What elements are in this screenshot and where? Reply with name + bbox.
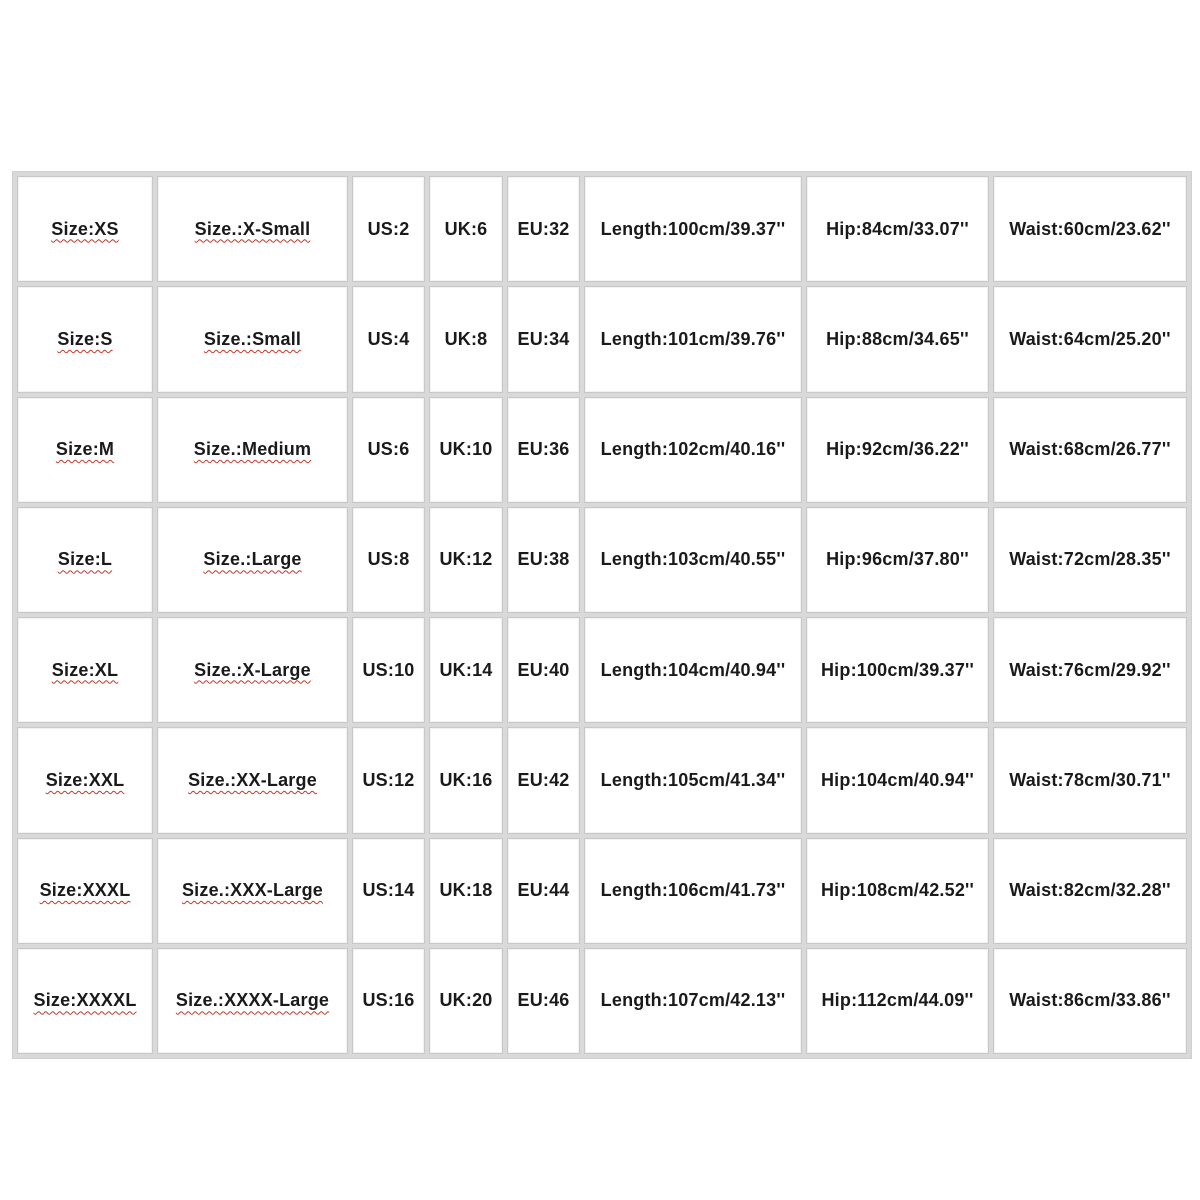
size-name-cell <box>157 838 348 944</box>
eu-size-cell: EU:44 <box>507 838 580 944</box>
size-code-cell <box>17 727 153 833</box>
uk-size-cell: UK:6 <box>429 176 503 282</box>
hip-cell: Hip:108cm/42.52'' <box>806 838 989 944</box>
size-name-text: Size.:Large <box>203 549 302 570</box>
eu-size-cell: EU:38 <box>507 507 580 613</box>
waist-cell: Waist:76cm/29.92'' <box>993 617 1187 723</box>
size-code-cell <box>17 838 153 944</box>
eu-size-cell: EU:34 <box>507 286 580 392</box>
size-name-text: Size.:X-Large <box>194 659 311 680</box>
uk-size-cell: UK:8 <box>429 286 503 392</box>
uk-size-cell: UK:16 <box>429 727 503 833</box>
size-name-cell <box>157 948 348 1054</box>
eu-size-cell: EU:40 <box>507 617 580 723</box>
uk-size-cell: UK:18 <box>429 838 503 944</box>
eu-size-cell: EU:36 <box>507 397 580 503</box>
eu-size-cell: EU:46 <box>507 948 580 1054</box>
size-code-text: Size:XXXL <box>39 880 131 901</box>
hip-cell: Hip:96cm/37.80'' <box>806 507 989 613</box>
size-name-text: Size.:Medium <box>193 439 312 460</box>
size-chart-table <box>12 171 1192 1059</box>
hip-cell: Hip:112cm/44.09'' <box>806 948 989 1054</box>
size-code-cell <box>17 176 153 282</box>
size-code-cell <box>17 397 153 503</box>
table-row <box>17 838 1187 944</box>
hip-cell: Hip:100cm/39.37'' <box>806 617 989 723</box>
waist-cell: Waist:82cm/32.28'' <box>993 838 1187 944</box>
size-code-cell <box>17 507 153 613</box>
us-size-cell: US:10 <box>352 617 425 723</box>
us-size-cell: US:14 <box>352 838 425 944</box>
eu-size-cell: EU:32 <box>507 176 580 282</box>
size-code-cell <box>17 948 153 1054</box>
table-row <box>17 286 1187 392</box>
size-chart-body <box>17 176 1187 1054</box>
size-name-cell <box>157 286 348 392</box>
table-row <box>17 948 1187 1054</box>
size-code-text: Size:XXXXL <box>33 990 137 1011</box>
table-row <box>17 397 1187 503</box>
waist-cell: Waist:86cm/33.86'' <box>993 948 1187 1054</box>
uk-size-cell: UK:14 <box>429 617 503 723</box>
us-size-cell: US:2 <box>352 176 425 282</box>
size-name-text: Size.:XXXX-Large <box>175 990 330 1011</box>
length-cell: Length:103cm/40.55'' <box>584 507 802 613</box>
length-cell: Length:100cm/39.37'' <box>584 176 802 282</box>
us-size-cell: US:16 <box>352 948 425 1054</box>
size-name-text: Size.:XXX-Large <box>181 880 324 901</box>
size-code-text: Size:M <box>55 439 115 460</box>
us-size-cell: US:6 <box>352 397 425 503</box>
waist-cell: Waist:68cm/26.77'' <box>993 397 1187 503</box>
size-code-text: Size:L <box>57 549 113 570</box>
size-name-cell <box>157 507 348 613</box>
length-cell: Length:105cm/41.34'' <box>584 727 802 833</box>
length-cell: Length:106cm/41.73'' <box>584 838 802 944</box>
hip-cell: Hip:104cm/40.94'' <box>806 727 989 833</box>
size-name-text: Size.:XX-Large <box>188 769 317 790</box>
size-code-text: Size:XS <box>51 218 119 239</box>
size-code-cell <box>17 617 153 723</box>
size-code-text: Size:XXL <box>45 769 125 790</box>
size-name-cell <box>157 397 348 503</box>
uk-size-cell: UK:12 <box>429 507 503 613</box>
length-cell: Length:107cm/42.13'' <box>584 948 802 1054</box>
hip-cell: Hip:92cm/36.22'' <box>806 397 989 503</box>
us-size-cell: US:12 <box>352 727 425 833</box>
size-name-text: Size.:Small <box>203 328 302 349</box>
size-name-cell <box>157 727 348 833</box>
size-code-text: Size:XL <box>51 659 119 680</box>
size-name-text: Size.:X-Small <box>194 218 311 239</box>
hip-cell: Hip:84cm/33.07'' <box>806 176 989 282</box>
table-row <box>17 727 1187 833</box>
us-size-cell: US:4 <box>352 286 425 392</box>
length-cell: Length:101cm/39.76'' <box>584 286 802 392</box>
hip-cell: Hip:88cm/34.65'' <box>806 286 989 392</box>
waist-cell: Waist:78cm/30.71'' <box>993 727 1187 833</box>
size-code-text: Size:S <box>57 328 113 349</box>
length-cell: Length:102cm/40.16'' <box>584 397 802 503</box>
size-code-cell <box>17 286 153 392</box>
table-row <box>17 617 1187 723</box>
size-name-cell <box>157 617 348 723</box>
table-row <box>17 176 1187 282</box>
uk-size-cell: UK:10 <box>429 397 503 503</box>
waist-cell: Waist:72cm/28.35'' <box>993 507 1187 613</box>
length-cell: Length:104cm/40.94'' <box>584 617 802 723</box>
us-size-cell: US:8 <box>352 507 425 613</box>
waist-cell: Waist:64cm/25.20'' <box>993 286 1187 392</box>
eu-size-cell: EU:42 <box>507 727 580 833</box>
uk-size-cell: UK:20 <box>429 948 503 1054</box>
size-name-cell <box>157 176 348 282</box>
waist-cell: Waist:60cm/23.62'' <box>993 176 1187 282</box>
table-row <box>17 507 1187 613</box>
